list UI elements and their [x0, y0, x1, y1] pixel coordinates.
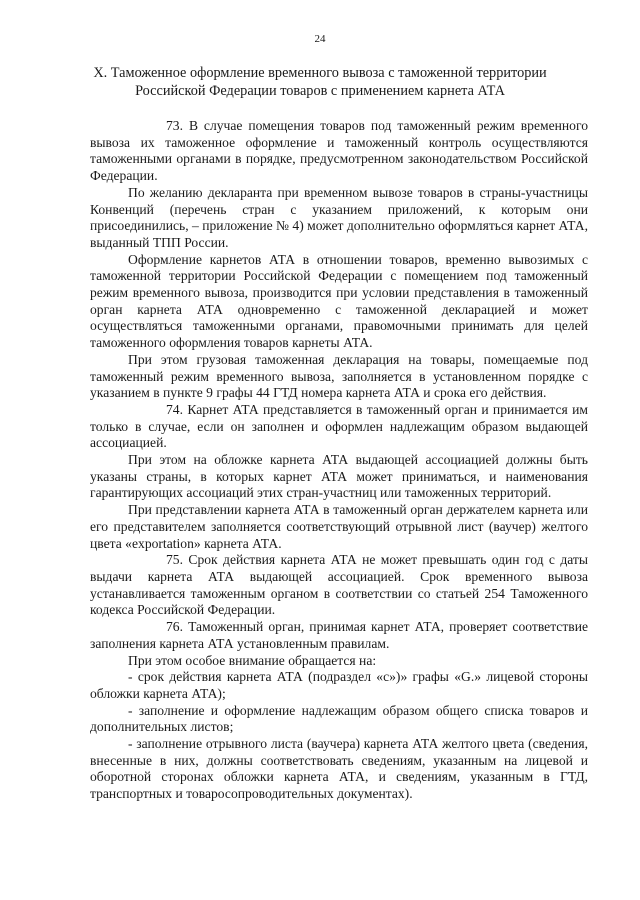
section-heading-line-2: Российской Федерации товаров с применением карнета АТА — [135, 83, 505, 99]
list-item — [90, 669, 588, 702]
paragraph-text: При этом грузовая таможенная декларация на товары, помещаемые под таможенный режим временного вывоза, заполняется в установленном порядке с указанием в пункте 9 графы 44 ГТД номера карнета АТА и срока его действия. — [90, 351, 588, 401]
paragraph — [90, 252, 588, 352]
list-item-text: - заполнение и оформление надлежащим образом общего списка товаров и дополнительных листов; — [90, 702, 588, 735]
paragraph-75 — [90, 552, 588, 619]
document-body — [90, 118, 588, 803]
paragraph-text: Таможенный орган, принимая карнет АТА, проверяет соответствие заполнения карнета АТА установленным правилам. — [90, 619, 588, 651]
paragraph-text: По желанию декларанта при временном вывозе товаров в страны-участницы Конвенций (перечень стран с указанием приложений, к которым они присоединились, – приложение № 4) может дополнительно оформляться карнет АТА, выданный ТПП России. — [90, 184, 588, 250]
paragraph-74 — [90, 402, 588, 452]
paragraph-text: Карнет АТА представляется в таможенный орган и принимается им только в случае, если он заполнен и оформлен надлежащим образом выдающей ассоциацией. — [90, 401, 588, 451]
paragraph-number: 76. — [166, 619, 183, 635]
paragraph-text: Оформление карнетов АТА в отношении товаров, временно вывозимых с таможенной территории Российской Федерации с помещением под таможенный режим временного вывоза, производится при условии представления в таможенный орган карнета АТА одновременно с таможенной декларацией и может осуществляться таможенными органами, правомочными принимать для целей таможенного оформления товаров карнеты АТА. — [90, 251, 588, 351]
list-item — [90, 703, 588, 736]
list-item-text: - заполнение отрывного листа (ваучера) карнета АТА желтого цвета (сведения, внесенные в них, должны соответствовать сведениям, указанным на лицевой и оборотной сторонах обложки карнета АТА, и сведениям, указанным в ГТД, транспортных и товаросопроводительных документах). — [90, 736, 588, 802]
paragraph-text: При этом особое внимание обращается на: — [128, 652, 377, 668]
paragraph — [90, 352, 588, 402]
paragraph-number: 74. — [166, 401, 183, 417]
paragraph-text: При этом на обложке карнета АТА выдающей ассоциацией должны быть указаны страны, в которых карнет АТА может приниматься, и наименования гарантирующих ассоциаций этих стран-участниц или таможенных территорий. — [90, 452, 588, 501]
paragraph-number: 75. — [166, 552, 183, 568]
section-heading — [70, 64, 570, 100]
paragraph-73 — [90, 118, 588, 185]
page-number: 24 — [314, 33, 326, 45]
list-item-text: - срок действия карнета АТА (подраздел «c»)» графы «G.» лицевой стороны обложки карнета АТА); — [90, 669, 588, 701]
paragraph — [90, 185, 588, 252]
paragraph-text: В случае помещения товаров под таможенный режим временного вывоза их таможенное оформление и таможенный контроль осуществляются таможенными органами в порядке, предусмотренном законодательством Российской Федерации. — [90, 118, 588, 184]
list-item — [90, 736, 588, 803]
paragraph-text: Срок действия карнета АТА не может превышать один год с даты выдачи карнета АТА выдающей ассоциацией. Срок временного вывоза устанавливается таможенным органом в соответствии со статьей 254 Таможенного кодекса Российской Федерации. — [90, 552, 588, 618]
paragraph-76 — [90, 619, 588, 652]
paragraph — [90, 502, 588, 552]
paragraph — [90, 452, 588, 502]
paragraph — [90, 653, 588, 670]
paragraph-number: 73. — [166, 118, 183, 133]
section-heading-line-1: X. Таможенное оформление временного вывоза с таможенной территории — [93, 65, 547, 81]
paragraph-text: При представлении карнета АТА в таможенный орган держателем карнета или его представителем заполняется соответствующий отрывной лист (ваучер) желтого цвета «exportation» карнета АТА. — [90, 502, 588, 551]
